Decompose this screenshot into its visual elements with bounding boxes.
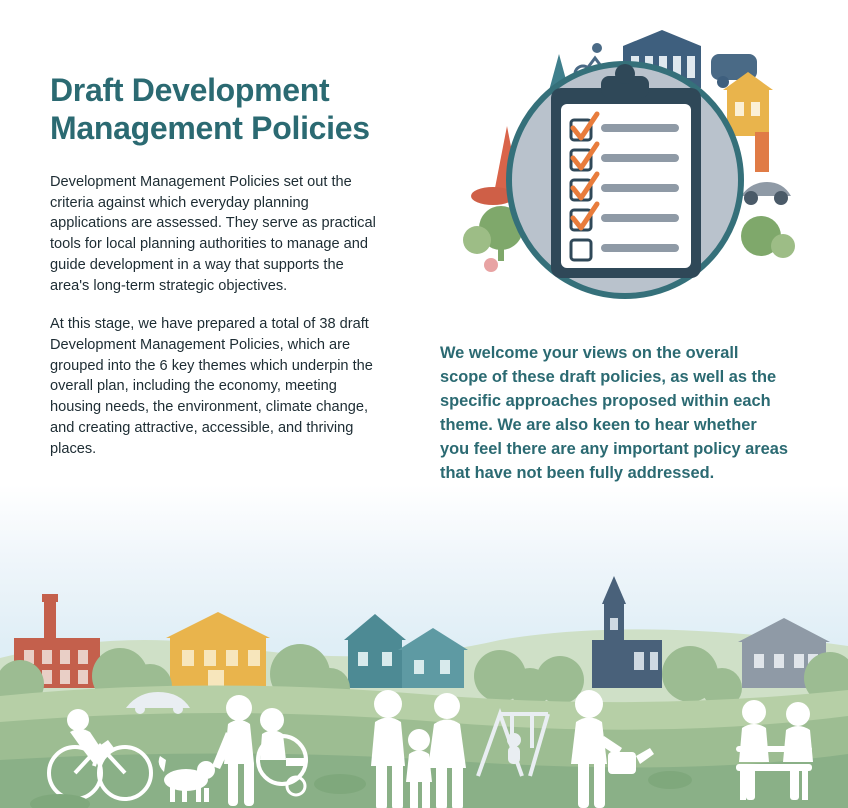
clipboard-checklist-icon [455,28,795,328]
body-paragraph-2: At this stage, we have prepared a total of 38 draft Development Management Policies, which are grouped into the 6 key themes which underpin the overall plan, including the economy, meeting housing needs, the environment, climate change, and creating attractive, accessible, and thriving places. [50,316,373,457]
clipboard [551,64,701,278]
child-on-swing [507,733,521,764]
callout-text: We welcome your views on the overall scope of these draft policies, as well as the specific approaches proposed within each theme. We are also keen to hear whether you feel there are any important policy areas that have not been fully addressed. [440,344,788,482]
page-title: Draft Development Management Policies [50,72,370,146]
body-text-column [50,172,380,477]
parkland-scene-illustration [0,508,848,808]
body-paragraph-1: Development Management Policies set out the criteria against which everyday planning applications are assessed. They serve as practical tools for local planning authorities to manage and guide development in a way that supports the area's long-term strategic objectives. [50,174,376,294]
